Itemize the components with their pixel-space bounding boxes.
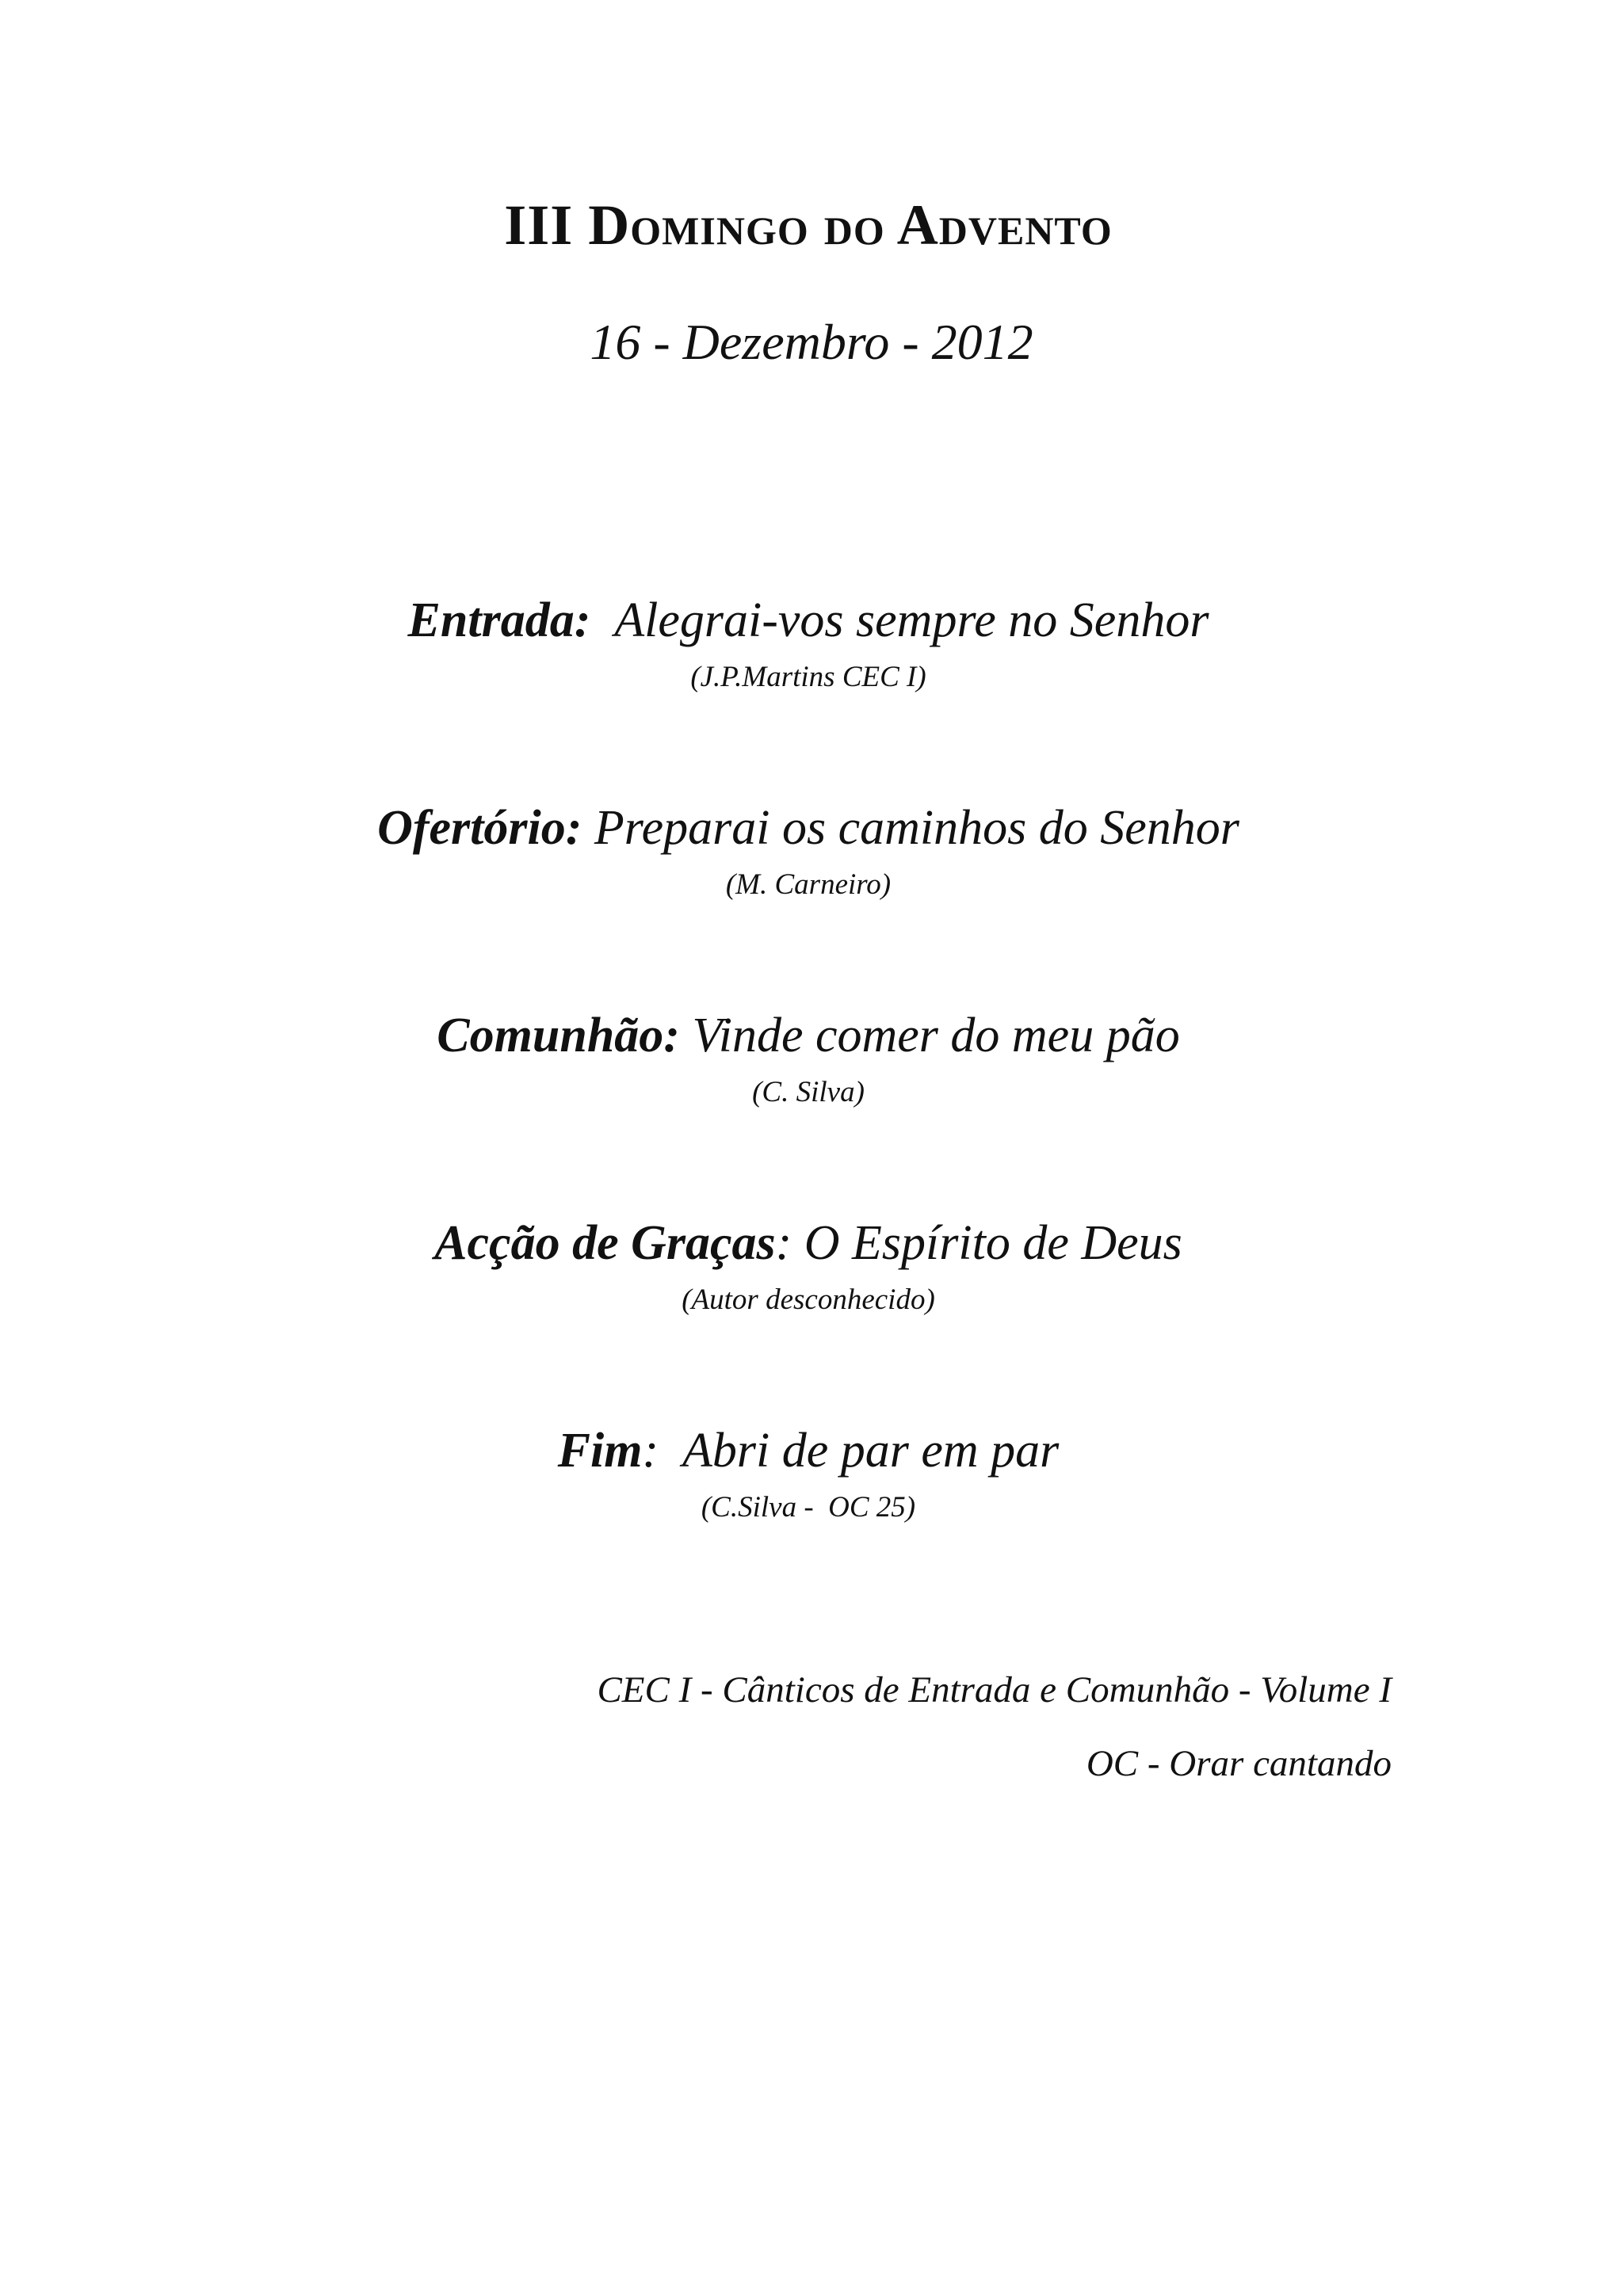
entry-line xyxy=(0,593,1617,647)
entry-credit: (M. Carneiro) xyxy=(725,868,892,901)
entry-credit: (C. Silva) xyxy=(752,1076,865,1108)
entry-credit: (Autor desconhecido) xyxy=(682,1283,935,1316)
entry-line xyxy=(0,1424,1617,1478)
entry-song: : Abri de par em par xyxy=(642,1424,1060,1478)
entry-label: Comunhão: xyxy=(437,1009,680,1062)
note-oc: OC - Orar cantando xyxy=(1086,1743,1392,1784)
entry-song: : O Espírito de Deus xyxy=(775,1216,1182,1270)
entry-label: Fim xyxy=(557,1424,643,1478)
page-date: 16 - Dezembro - 2012 xyxy=(590,314,1033,370)
entry-label: Acção de Graças xyxy=(434,1216,776,1270)
abbreviation-notes xyxy=(597,1669,1392,1784)
page-title xyxy=(0,193,1623,257)
note-cec: CEC I - Cânticos de Entrada e Comunhão - Volume I xyxy=(597,1669,1392,1711)
entry-song: Vinde comer do meu pão xyxy=(679,1009,1180,1062)
entry-label: Ofertório: xyxy=(377,801,582,855)
title-prefix: III xyxy=(504,193,589,257)
entry-label: Entrada: xyxy=(407,593,591,647)
entry-accao-de-gracas xyxy=(0,1216,1623,1316)
entry-line xyxy=(0,1011,1617,1060)
entry-credit: (J.P.Martins CEC I) xyxy=(690,661,926,693)
entry-fim xyxy=(0,1426,1623,1522)
entry-song: Alegrai-vos sempre no Senhor xyxy=(590,593,1209,647)
entry-credit: (C.Silva - OC 25) xyxy=(701,1491,916,1524)
entry-comunhao xyxy=(0,1011,1623,1107)
entry-ofertorio xyxy=(0,803,1623,899)
entry-entrada xyxy=(0,593,1623,693)
entry-line xyxy=(0,1216,1617,1270)
title-main: Domingo do Advento xyxy=(588,193,1113,257)
entry-song: Preparai os caminhos do Senhor xyxy=(582,801,1239,855)
entry-line xyxy=(0,801,1617,855)
